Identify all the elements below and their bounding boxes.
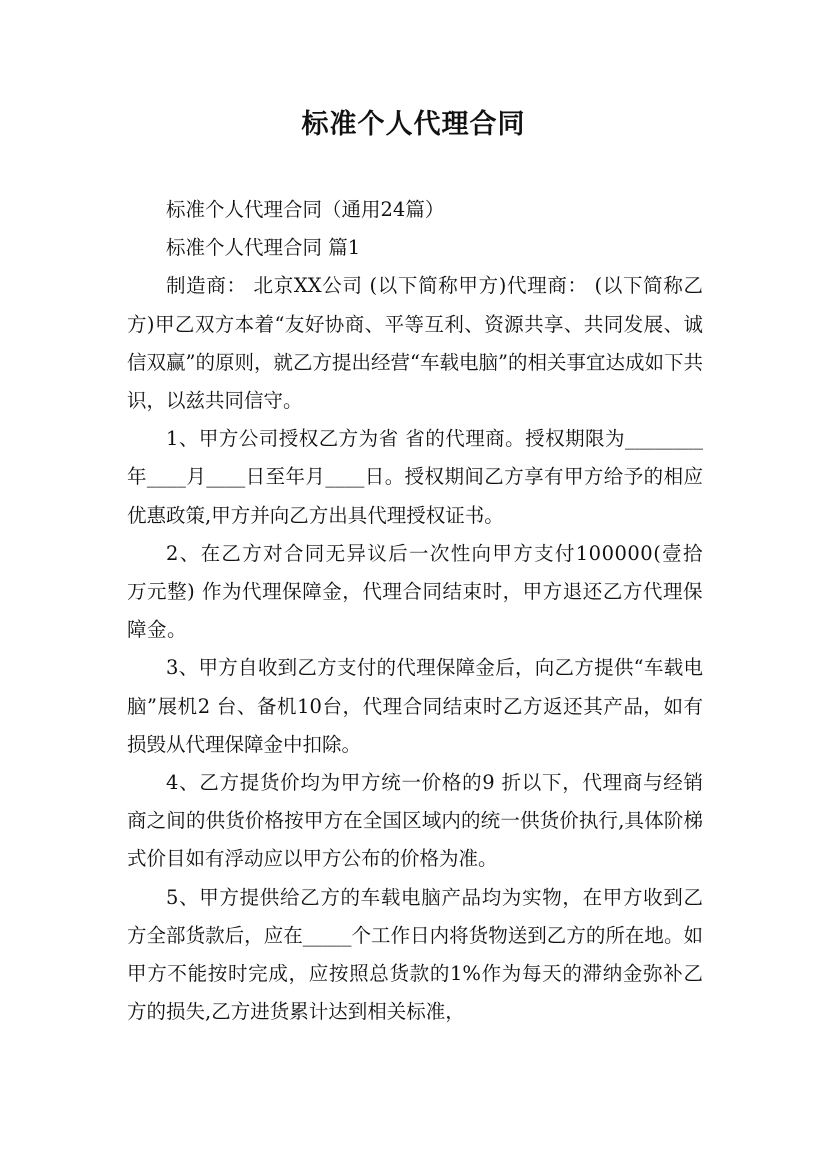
document-title: 标准个人代理合同	[301, 109, 526, 140]
clause-2-paragraph: 2、在乙方对合同无异议后一次性向甲方支付100000(壹拾万元整) 作为代理保障金，代理合同结束时，甲方退还乙方代理保障金。	[127, 541, 703, 642]
clause-1-paragraph: 1、甲方公司授权乙方为省 省的代理商。授权期限为________年____月____日至年月____日。授权期间乙方享有甲方给予的相应优惠政策,甲方并向乙方出具代理授权证书。	[127, 427, 703, 527]
clause-5-paragraph: 5、甲方提供给乙方的车载电脑产品均为实物，在甲方收到乙方全部货款后，应在_____个工作日内将货物送到乙方的所在地。如甲方不能按时完成，应按照总货款的1%作为每天的滞纳金弥补乙方的损失,乙方进货累计达到相关标准，	[127, 885, 703, 1024]
subtitle-paragraph: 标准个人代理合同（通用24篇）	[166, 198, 445, 221]
intro-paragraph: 制造商： 北京XX公司 (以下简称甲方)代理商： (以下简称乙方)甲乙双方本着“友好协商、平等互利、资源共享、共同发展、诚信双赢”的原则，就乙方提出经营“车载电脑”的相关事宜达成如下共识，以兹共同信守。	[127, 274, 703, 413]
section-heading: 标准个人代理合同 篇1	[166, 236, 361, 260]
document-body	[127, 191, 703, 1031]
clause-4-paragraph: 4、乙方提货价均为甲方统一价格的9 折以下，代理商与经销商之间的供货价格按甲方在全国区域内的统一供货价执行,具体阶梯式价目如有浮动应以甲方公布的价格为准。	[127, 771, 703, 871]
clause-3-paragraph: 3、甲方自收到乙方支付的代理保障金后，向乙方提供“车载电脑”展机2 台、备机10台，代理合同结束时乙方返还其产品，如有损毁从代理保障金中扣除。	[127, 656, 703, 756]
